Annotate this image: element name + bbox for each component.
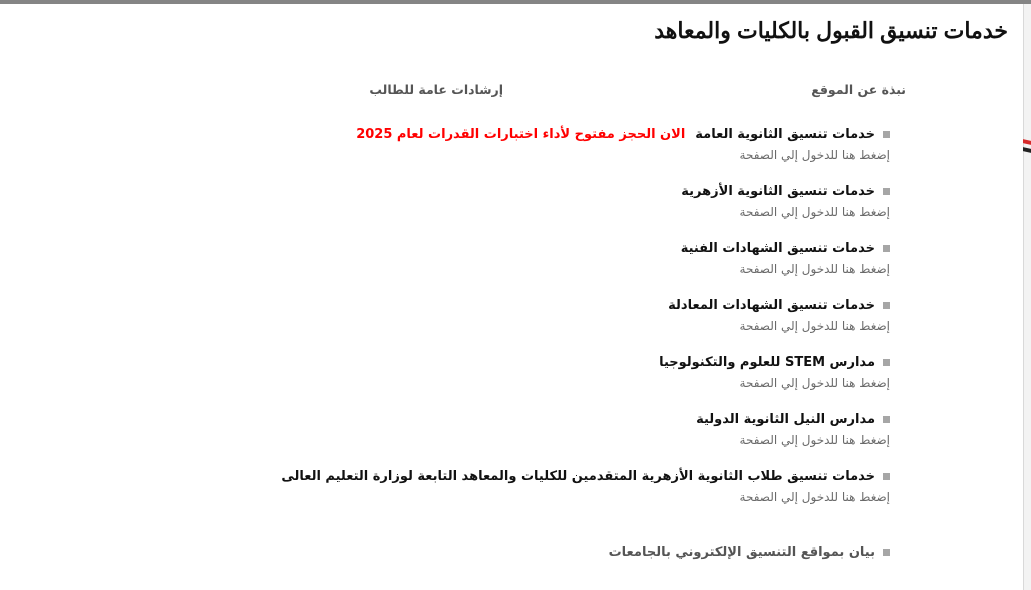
page-side-border	[1023, 4, 1031, 590]
square-bullet-icon	[883, 416, 890, 423]
square-bullet-icon	[883, 302, 890, 309]
service-enter-link[interactable]: إضغط هنا للدخول إلي الصفحة	[739, 319, 890, 333]
service-title-link[interactable]: خدمات تنسيق الثانوية الأزهرية	[681, 184, 875, 199]
nav-link-student-guidance[interactable]: إرشادات عامة للطالب	[369, 82, 503, 97]
service-enter-link[interactable]: إضغط هنا للدخول إلي الصفحة	[739, 262, 890, 276]
square-bullet-icon	[883, 188, 890, 195]
square-bullet-icon	[883, 245, 890, 252]
service-title-row	[668, 297, 875, 315]
page-content	[0, 4, 1022, 590]
square-bullet-icon	[883, 473, 890, 480]
service-title-row	[659, 354, 875, 372]
square-bullet-icon	[883, 359, 890, 366]
nav-link-about[interactable]: نبذة عن الموقع	[811, 82, 906, 97]
square-bullet-icon	[883, 131, 890, 138]
page-title: خدمات تنسيق القبول بالكليات والمعاهد	[654, 18, 1008, 43]
service-title-link[interactable]: خدمات تنسيق الشهادات المعادلة	[668, 298, 875, 313]
service-title-link[interactable]: خدمات تنسيق الشهادات الفنية	[680, 241, 875, 256]
service-enter-link[interactable]: إضغط هنا للدخول إلي الصفحة	[739, 148, 890, 162]
service-enter-link[interactable]: إضغط هنا للدخول إلي الصفحة	[739, 490, 890, 504]
service-enter-link[interactable]: إضغط هنا للدخول إلي الصفحة	[739, 376, 890, 390]
university-sites-link[interactable]: بيان بمواقع التنسيق الإلكتروني بالجامعات	[608, 545, 875, 560]
service-title-link[interactable]: مدارس النيل الثانوية الدولية	[696, 412, 875, 427]
service-title-row	[356, 126, 875, 144]
service-title-link[interactable]: خدمات تنسيق طلاب الثانوية الأزهرية المتقدمين للكليات والمعاهد التابعة لوزارة التعليم العالى	[281, 469, 875, 484]
service-title-row	[681, 240, 875, 258]
service-title-row	[281, 468, 875, 486]
service-enter-link[interactable]: إضغط هنا للدخول إلي الصفحة	[739, 433, 890, 447]
service-title-row	[696, 411, 875, 429]
service-title-link[interactable]: خدمات تنسيق الثانوية العامة	[695, 127, 875, 142]
square-bullet-icon	[883, 549, 890, 556]
service-alert-link[interactable]: الان الحجز مفتوح لأداء اختبارات القدرات لعام 2025	[356, 127, 686, 142]
service-title-link[interactable]: مدارس STEM للعلوم والتكنولوجيا	[659, 355, 875, 370]
service-title-row	[681, 183, 875, 201]
university-sites-title-row	[609, 544, 875, 562]
service-enter-link[interactable]: إضغط هنا للدخول إلي الصفحة	[739, 205, 890, 219]
